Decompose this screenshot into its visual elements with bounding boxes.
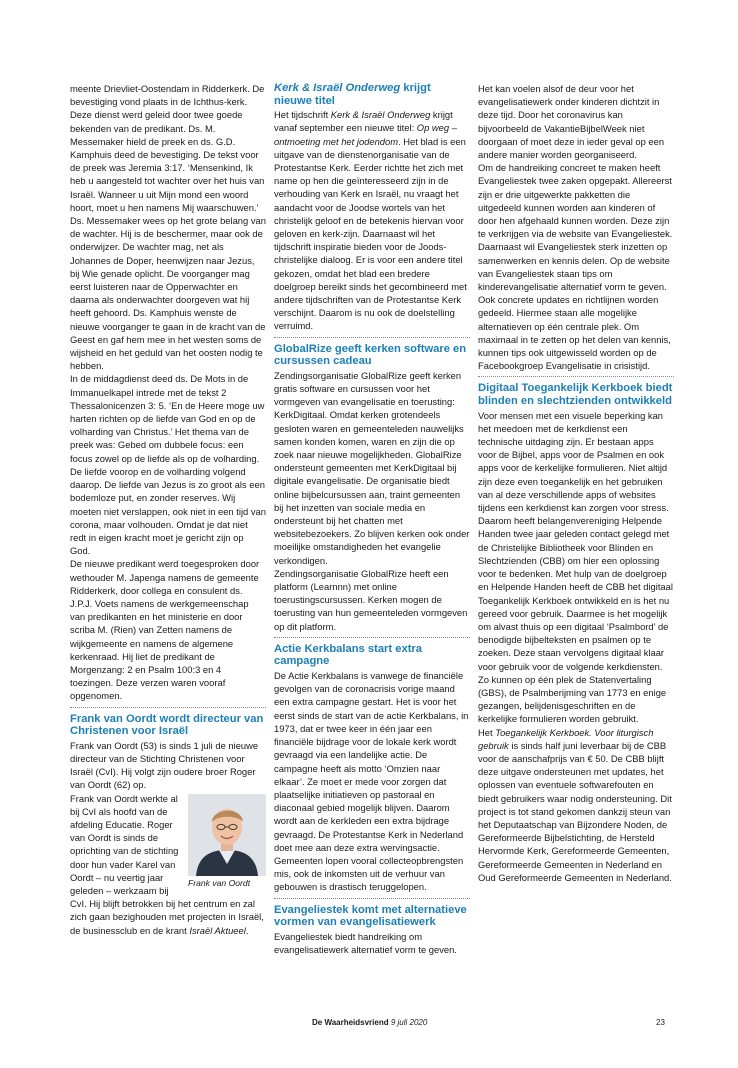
globalrize-p2: Zendingsorganisatie GlobalRize heeft een platform (Learnnn) met online toerustingscursussen. Kerken mogen de toerusting van hun gemeenteleden vormgeven op dit platform. (274, 567, 468, 632)
divider (274, 898, 470, 899)
heading-kerkboek: Digitaal Toegankelijk Kerkboek biedt blinden en slechtzienden ontwikkeld (478, 382, 673, 408)
kerk-israel-p1: Het tijdschrift Kerk & Israël Onderweg krijgt vanaf september een nieuwe titel: Op weg – ontmoeting met het jodendom. Het blad is een uitgave van de dienstenorganisatie van de Protestantse Kerk. Eerder richtte het zich met name op hen die geïnteresseerd zijn in de verhouding van Kerk en Israël, nu vraagt het aandacht voor de Joodse wortels van het christelijk geloof en de betekenis hiervan voor geloven en kerk-zijn. Daarnaast wil het tijdschrift inspiratie bieden voor de Joods-christelijke dialoog. Er is voor een andere titel gekozen, omdat het blad een bredere doelgroep bereikt sinds het gecombineerd met andere tijdschriften van de Protestantse Kerk verschijnt. Daarom is nu ook de doelstelling verruimd. (274, 109, 467, 332)
page-number: 23 (656, 1018, 665, 1027)
divider (70, 707, 266, 708)
kerkbalans-p1: De Actie Kerkbalans is vanwege de financiële gevolgen van de coronacrisis vorige maand een extra campagne gestart. Het is voor het eerst sinds de start van de actie Kerkbalans, in 1973, dat er twee keer in één jaar een financiële bijdrage voor de lokale kerk wordt gevraagd via een landelijke actie. De campagne heeft als motto ‘Omzien naar elkaar’. Ze moet er mede voor zorgen dat plaatselijke initiatieven op pastoraal en diaconaal gebied mogelijk blijven. Daarom wordt aan de kerkleden een extra bijdrage gevraagd. De Protestantse Kerk in Nederland doet mee aan deze extra wervingsactie. Gemeenten lopen vooral collecteopbrengsten mis, ook de inkomsten uit de verhuur van gebouwen is drastisch teruggelopen. (274, 670, 469, 893)
frank-article-p2: Frank van Oordt werkte al bij CvI als hoofd van de afdeling Educatie. Roger van Oordt is sinds de oprichting van de stichting door hun vader Karel van Oordt – nu veertig jaar geleden – werkzaam bij CvI. Hij blijft betrokken bij het centrum en zal zich gaan bezighouden met projecten in Israël, de businessclub en de krant Israël Aktueel. (70, 792, 264, 936)
evangeliestek-p3: Om de handreiking concreet te maken heeft Evangeliestek twee zaken opgepakt. Allereerst zijn er drie uitgewerkte pakketten die uitgedeeld kunnen worden aan kinderen of door hen afgehaald kunnen worden. Deze zijn te verkrijgen via de website van Evangeliestek. (478, 162, 673, 240)
column-3 (478, 82, 674, 884)
divider (274, 637, 470, 638)
column-1 (70, 82, 266, 937)
heading-kerk-israel: Kerk & Israël Onderweg krijgt nieuwe titel (274, 82, 431, 107)
column-2 (274, 82, 470, 956)
portrait-figure (188, 794, 266, 889)
evangeliestek-p2: Het kan voelen alsof de deur voor het evangelisatiewerk onder kinderen dichtzit in deze tijd. Door het coronavirus kan bijvoorbeeld de VakantieBijbelWeek niet doorgaan of moet deze in ieder geval op een andere manier worden georganiseerd. (478, 83, 665, 161)
heading-frank-van-oordt: Frank van Oordt wordt directeur van Christenen voor Israël (70, 712, 264, 738)
portrait-caption: Frank van Oordt (188, 877, 251, 888)
divider (274, 337, 470, 338)
kerkboek-p2: Het Toegankelijk Kerkboek. Voor liturgisch gebruik is sinds half juni leverbaar bij de CBB voor de aanschafprijs van € 50. De CBB blijft deze uitgave ondersteunen met updates, het oplossen van eventuele softwarefouten en biedt gebruikers waar nodig ondersteuning. Dit project is tot stand gekomen dankzij steun van het Deputaatschap van Bijzondere Noden, de Gereformeerde Bijbelstichting, de Hersteld Hervormde Kerk, Gereformeerde Gemeenten, Gereformeerde Gemeenten in Nederland en Oud Gereformeerde Gemeenten in Nederland. (478, 726, 672, 883)
kerkboek-p1: Voor mensen met een visuele beperking kan het meedoen met de kerkdienst een technische uitdaging zijn. Er bestaan apps voor de Bijbel, apps voor de Psalmen en ook apps voor de kerkelijke formulieren. Niet altijd zijn deze even toegankelijk en het gebruiken van al deze verschillende apps of websites tijdens een kerkdienst kan zorgen voor stress. Daarom heeft belangenvereniging Helpende Handen twee jaar geleden contact gelegd met de Christelijke Bibliotheek voor Blinden en Slechtzienden (CBB) om hier een oplossing voor te bedenken. Met hulp van de doelgroep en Helpende Handen heeft de CBB het digitaal Toegankelijk Kerkboek ontwikkeld en is het nu gereed voor gebruik. Daarmee is het mogelijk om alvast thuis op een digitaal ‘Psalmbord’ de benodigde bijbelteksten en psalmen op te zoeken. Deze staan vervolgens digitaal klaar voor gebruik voor de volgende kerkdiensten. Zo kunnen op één plek de Statenvertaling (GBS), de Psalmberijming van 1773 en enige gezangen, belijdenisgeschriften en de kerkelijke formulieren worden gebruikt. (478, 409, 673, 725)
heading-globalrize: GlobalRize geeft kerken software en cursussen cadeau (274, 342, 467, 368)
article-continuation-p2: In de middagdienst deed ds. De Mots in de Immanuelkapel intrede met de tekst 2 Thessalonicenzen 3: 5. ‘En de Heere moge uw harten richten op de liefde van God en op de volharding van Christus.’ Het thema van de preek was: Gebed om dubbele focus: een focus zowel op de liefde als op de volharding. De liefde voorop en de volharding volgend daarop. De liefde van Jezus is zo groot als een bodemloze put, en zonder reserves. Wij moeten niet verslappen, ook niet in een tijd van corona, maar volhouden. Omdat je dat niet redt in eigen kracht moet je gericht zijn op God. (70, 373, 266, 557)
article-continuation-p1: meente Drievliet-Oostendam in Ridderkerk. De bevestiging vond plaats in de Ichthus-kerk. Deze dienst werd geleid door twee goede bekenden van de predikant. Ds. M. Messemaker hield de preek en ds. G.D. Kamphuis deed de bevestiging. De tekst voor de preek was Jeremia 3:17. ‘Mensenkind, Ik heb u aangesteld tot wachter over het huis van Israël. Wanneer u uit Mijn mond een woord hoort, moet u hen namens Mij waarschuwen.’ Ds. Messemaker wees op het grote belang van de wachter. Hij is de beschermer, maar ook de onderwijzer. De wachter mag, net als Johannes de Doper, heenwijzen naar Jezus, bij Wie genade oplicht. De voorganger mag eerst luisteren naar de Opperwachter en daarna als onderwachter doorgeven wat hij heeft gehoord. Ds. Kamphuis wenste de nieuwe voorganger te gaan in de kracht van de Geest en gaf hem mee in het westen soms de wijsheid en het geduld van het oosten nodig te hebben. (70, 83, 266, 372)
globalrize-p1: Zendingsorganisatie GlobalRize geeft kerken gratis software en cursussen voor het vormgeven van evangelisatie en toerusting: KerkDigitaal. Omdat kerken grotendeels gesloten waren en gemeenteleden nauwelijks samen konden komen, waren en zijn die op zoek naar nieuwe mogelijkheden. GlobalRize ondersteunt gemeenten met KerkDigitaal bij digitale evangelisatie. De organisatie biedt online bijbelcursussen aan, traint gemeenten bij het inzetten van sociale media en ondersteunt bij het chatten met websitebezoekers. Zo blijven kerken ook onder moeilijke omstandigheden het evangelie verkondigen. (274, 369, 470, 566)
divider (478, 376, 674, 377)
evangeliestek-p1: Evangeliestek biedt handreiking om evangelisatiewerk alternatief vorm te geven. (274, 930, 457, 955)
heading-evangeliestek: Evangeliestek komt met alternatieve vormen van evangelisatiewerk (274, 903, 467, 929)
article-continuation-p3: De nieuwe predikant werd toegesproken door wethouder M. Japenga namens de gemeente Ridderkerk, door collega en consulent ds. J.P.J. Voets namens de werkgemeenschap van predikanten en het ministerie en door scriba M. (Rien) van Zetten namens de wijkgemeente en namens de algemene kerkenraad. Hij liet de predikant de Morgenzang: 2 en Psalm 100:3 en 4 toezingen. Deze verzen waren vooraf opgenomen. (70, 558, 260, 702)
heading-kerkbalans: Actie Kerkbalans start extra campagne (274, 642, 422, 668)
frank-article-p1: Frank van Oordt (53) is sinds 1 juli de nieuwe directeur van de Stichting Christenen voor Israël (CvI). Hij volgt zijn oudere broer Roger van Oordt (62) op. (70, 739, 259, 791)
footer-magazine: De Waarheidsvriend 9 juli 2020 (312, 1018, 428, 1027)
evangeliestek-p4: Daarnaast wil Evangeliestek sterk inzetten op samenwerken en kennis delen. Op de website van Evangeliestek staan tips om kinderevangelisatie alternatief vorm te geven. Ook concrete updates en richtlijnen worden gedeeld. Hiermee staan alle mogelijke alternatieven op één centrale plek. Om maximaal in te zetten op het delen van kennis, kunnen tips ook uitgewisseld worden op de Facebookgroep Evangelisatie in crisistijd. (478, 241, 671, 372)
portrait-photo (188, 794, 266, 876)
